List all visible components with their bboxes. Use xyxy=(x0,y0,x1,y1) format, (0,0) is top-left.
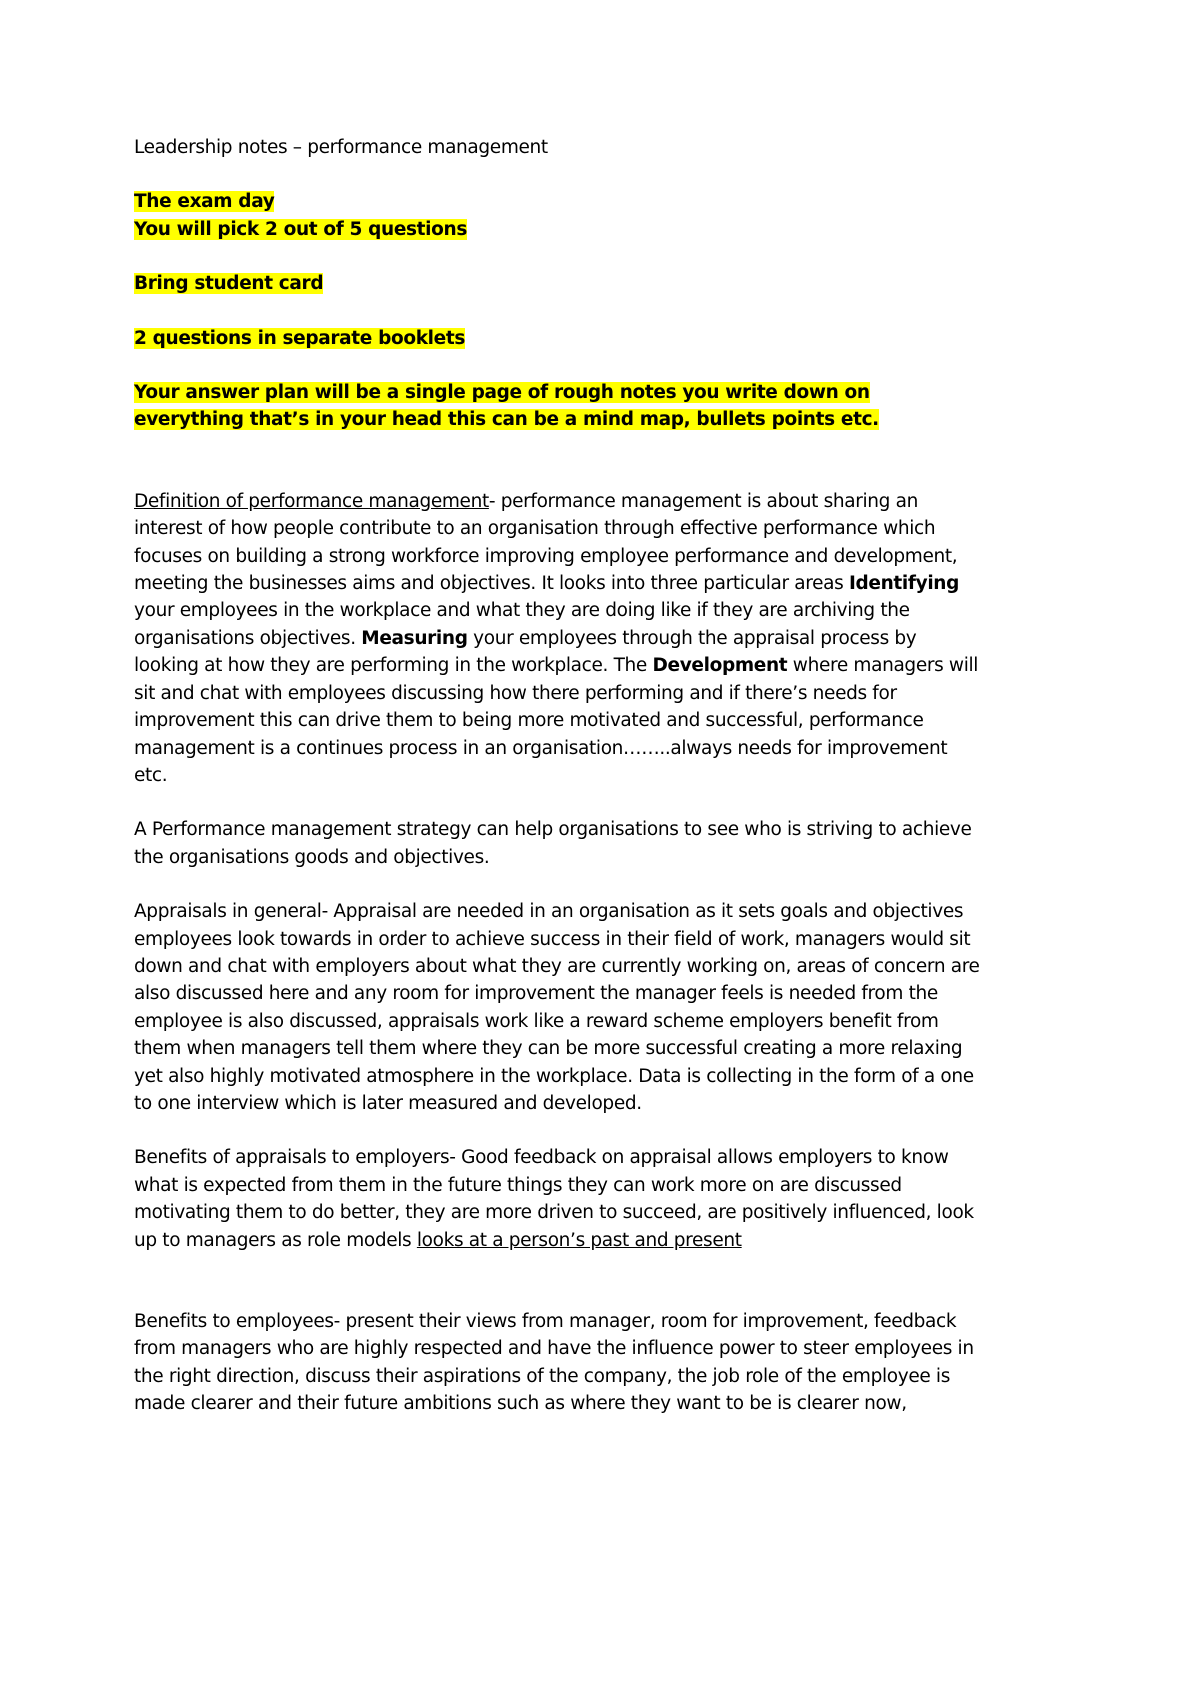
benefits-employees-paragraph: Benefits to employees- present their views from manager, room for improvement, feedback from managers who are highly respected and have the influence power to steer employees in the right direction, discuss their aspirations of the company, the job role of the employee is made clearer and their future ambitions such as where they want to be is clearer now, xyxy=(134,1311,974,1415)
exam-answer-plan: Your answer plan will be a single page of rough notes you write down on everything that’s in your head this can be a mind map, bullets points etc. xyxy=(134,382,879,431)
document-page xyxy=(134,134,984,1418)
keyword-development: Development xyxy=(652,655,788,677)
definition-paragraph: Definition of performance management- performance management is about sharing an interest of how people contribute to an organisation through effective performance which focuses on building a strong workforce improving employee performance and development, meeting the businesses aims and objectives. It looks into three particular areas Identifying your employees in the workplace and what they are doing like if they are archiving the organisations objectives. Measuring your employees through the appraisal process by looking at how they are performing in the workplace. The Development where managers will sit and chat with employees discussing how there performing and if there’s needs for improvement this can drive them to being more motivated and successful, performance management is a continues process in an organisation……..always needs for improvement etc. xyxy=(134,490,979,786)
exam-booklets: 2 questions in separate booklets xyxy=(134,327,465,349)
exam-pick-questions: You will pick 2 out of 5 questions xyxy=(134,218,468,240)
exam-student-card: Bring student card xyxy=(134,273,324,295)
keyword-identifying: Identifying xyxy=(848,573,960,595)
definition-term: Definition of performance management xyxy=(134,490,489,512)
appraisals-paragraph: Appraisals in general- Appraisal are needed in an organisation as it sets goals and objectives employees look towards in order to achieve success in their field of work, managers would sit down and chat with employers about what they are currently working on, areas of concern are also discussed here and any room for improvement the manager feels is needed from the employee is also discussed, appraisals work like a reward scheme employers benefit from them when managers tell them where they can be more successful creating a more relaxing yet also highly motivated atmosphere in the workplace. Data is collecting in the form of a one to one interview which is later measured and developed. xyxy=(134,901,980,1114)
keyword-measuring: Measuring xyxy=(361,627,468,649)
exam-heading: The exam day xyxy=(134,191,275,213)
document-title: Leadership notes – performance management xyxy=(134,137,548,158)
benefits-employers-paragraph: Benefits of appraisals to employers- Good feedback on appraisal allows employers to know what is expected from them in the future things they can work more on are discussed motivating them to do better, they are more driven to succeed, are positively influenced, look up to managers as role models looks at a person’s past and present xyxy=(134,1147,974,1251)
underlined-phrase: looks at a person’s past and present xyxy=(416,1229,742,1251)
strategy-paragraph: A Performance management strategy can help organisations to see who is striving to achieve the organisations goods and objectives. xyxy=(134,819,972,868)
